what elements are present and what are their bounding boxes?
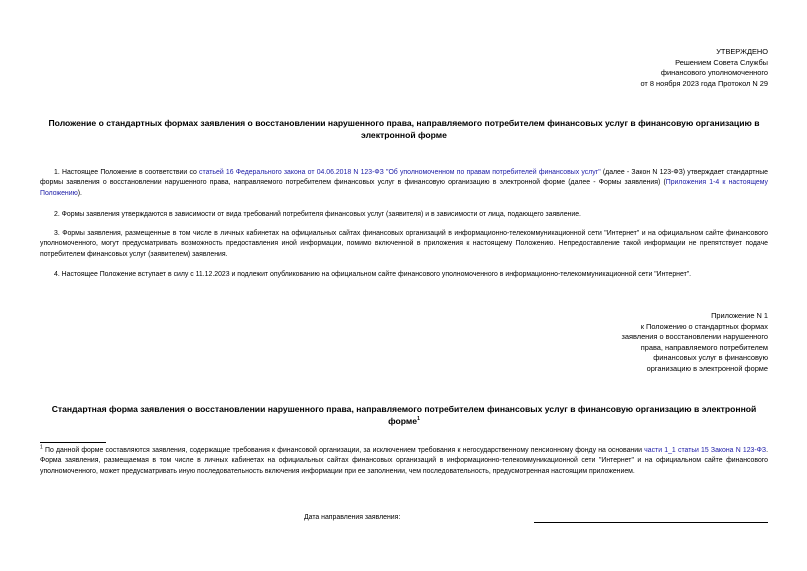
- appendices-link[interactable]: Приложения 1-4 к настоящему Положению: [40, 179, 768, 197]
- appendix-line-5: финансовых услуг в финансовую: [653, 353, 768, 363]
- approval-line-3: финансового уполномоченного: [660, 68, 768, 78]
- footnote-reference[interactable]: 1: [417, 415, 420, 422]
- form-title: [40, 404, 768, 427]
- appendix-header: [622, 311, 769, 375]
- date-input-line[interactable]: [534, 522, 768, 523]
- law-article-16-link[interactable]: статьей 16 Федерального закона от 04.06.2018 N 123-ФЗ "Об уполномоченном по правам потребителей финансовых услуг": [199, 169, 601, 176]
- date-label: Дата направления заявления:: [304, 514, 401, 521]
- paragraph-4: 4. Настоящее Положение вступает в силу с 11.12.2023 и подлежит опубликованию на официальном сайте финансового уполномоченного в информационно-телекоммуникационной сети "Интернет".: [54, 271, 692, 278]
- form-title-text: Стандартная форма заявления о восстановлении нарушенного права, направляемого потребителем финансовых услуг в финансовую организацию в электронной форме: [51, 404, 757, 426]
- paragraph-3: 3. Формы заявления, размещенные в том числе в личных кабинетах на официальных сайтах финансовых организаций в информационно-телекоммуникационной сети "Интернет" и на официальном сайте финансового уполномоченного, могут предусматривать возможность предоставления иной информации, помимо включенной в приложения к настоящему Положению. Непредоставление такой информации не препятствует подаче потребителем финансовых услуг (заявителем) заявления.: [40, 230, 768, 258]
- approval-line-1: УТВЕРЖДЕНО: [716, 47, 768, 56]
- approval-stamp: [640, 47, 768, 89]
- approval-line-4: от 8 ноября 2023 года Протокол N 29: [640, 78, 768, 88]
- appendix-line-3: заявления о восстановлении нарушенного: [621, 332, 768, 342]
- footnote-text-a: По данной форме составляются заявления, содержащие требования к финансовой организации, за исключением требования к негосударственному пенсионному фонду на основании: [42, 447, 645, 454]
- paragraph-1: [40, 168, 768, 199]
- paragraph-1-text-a: 1. Настоящее Положение в соответствии со: [54, 169, 200, 176]
- document-title: Положение о стандартных формах заявления о восстановлении нарушенного права, направляемого потребителем финансовых услуг в финансовую организацию в электронной форме: [48, 118, 760, 140]
- appendix-line-6: организацию в электронной форме: [646, 363, 768, 373]
- footnote-text-b: . Форма заявления, размещаемая в том числе в личных кабинетах на официальных сайтах финансовых организаций в информационно-телекоммуникационной сети "Интернет" и на официальном сайте финансового уполномоченного, может предусматривать иную последовательность включения информации при ее заполнении, чем последовательность, предусмотренная настоящим приложением.: [40, 447, 769, 475]
- appendix-line-4: права, направляемого потребителем: [640, 342, 768, 352]
- paragraph-1-text-b: (далее - Закон N 123-ФЗ) утверждает стандартные формы заявления о восстановлении нарушенного права, направляемого потребителем финансовых услуг в финансовую организацию в электронной форме (далее - Формы заявления) (: [40, 169, 768, 187]
- appendix-line-1: Приложение N 1: [711, 311, 768, 320]
- appendix-line-2: к Положению о стандартных формах: [640, 321, 768, 331]
- paragraph-1-text-c: ).: [77, 189, 82, 197]
- footnote-mark: 1: [40, 444, 43, 451]
- footnote: [40, 446, 768, 477]
- paragraph-2: 2. Формы заявления утверждаются в зависимости от вида требований потребителя финансовых услуг (заявителя) и в зависимости от лица, подающего заявление.: [54, 211, 581, 218]
- approval-line-2: Решением Совета Службы: [675, 57, 768, 67]
- footnote-divider: [40, 442, 106, 443]
- law-article-15-link[interactable]: части 1_1 статьи 15 Закона N 123-ФЗ: [644, 447, 767, 454]
